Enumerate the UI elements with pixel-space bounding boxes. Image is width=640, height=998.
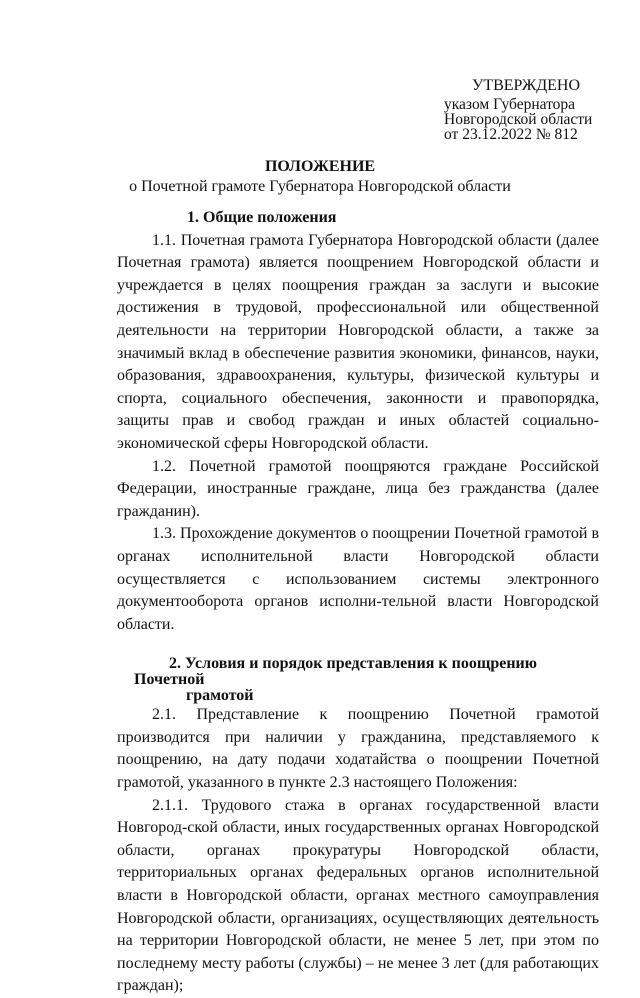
paragraph-1-1: 1.1. Почетная грамота Губернатора Новгородской области (далее Почетная грамота) является поощрением Новгородской области и учреждается в целях поощрения граждан за заслуги и высокие достижения в трудовой, профессиональной или общественной деятельности на территории Новгородской области, а также за значимый вклад в обеспечение развития экономики, финансов, науки, образования, здравоохранения, культуры, физической культуры и спорта, социального обеспечения, законности и правопорядка, защиты прав и свобод граждан и иных областей социально-экономической сферы Новгородской области. <box>117 231 599 452</box>
approval-stamp <box>444 78 592 142</box>
approval-line-date: от 23.12.2022 № 812 <box>444 126 578 143</box>
document-body <box>117 207 599 998</box>
approval-line-decree: указом Губернатора <box>444 96 576 113</box>
document-title <box>0 157 640 197</box>
section-2-heading <box>117 656 599 704</box>
title-subtitle: о Почетной грамоте Губернатора Новгородской области <box>129 178 511 195</box>
paragraph-2-1: 2.1. Представление к поощрению Почетной грамотой производится при наличии у гражданина, представляемого к поощрению, на дату подачи ходатайства о поощрении Почетной грамотой, указанного в пункте 2.3 настоящего Положения: <box>117 706 599 792</box>
paragraph-1-2: 1.2. Почетной грамотой поощряются граждане Российской Федерации, иностранные граждане, лица без гражданства (далее гражданин). <box>117 457 599 520</box>
section-2-heading-line2: грамотой <box>186 687 254 705</box>
section-2-heading-line1: 2. Условия и порядок представления к поощрению Почетной <box>134 655 537 689</box>
title-main: ПОЛОЖЕНИЕ <box>264 158 376 175</box>
approved-label: УТВЕРЖДЕНО <box>472 77 581 94</box>
section-1-heading: 1. Общие положения <box>187 209 337 226</box>
paragraph-2-1-1: 2.1.1. Трудового стажа в органах государственной власти Новгород-ской области, иных государственных органах Новгородской области, органах прокуратуры Новгородской области, территориальных органах федеральных органов исполнительной власти в Новгородской области, органах местного самоуправления Новгородской области, организациях, осуществляющих деятельность на территории Новгородской области, не менее 5 лет, при этом по последнему месту работы (службы) – не менее 3 лет (для работающих граждан); <box>117 796 599 995</box>
approval-line-region: Новгородской области <box>444 111 593 128</box>
paragraph-1-3: 1.3. Прохождение документов о поощрении Почетной грамотой в органах исполнительной власти Новгородской области осуществляется с использованием системы электронного документооборота органов исполни-тельной власти Новгородской области. <box>117 525 599 633</box>
